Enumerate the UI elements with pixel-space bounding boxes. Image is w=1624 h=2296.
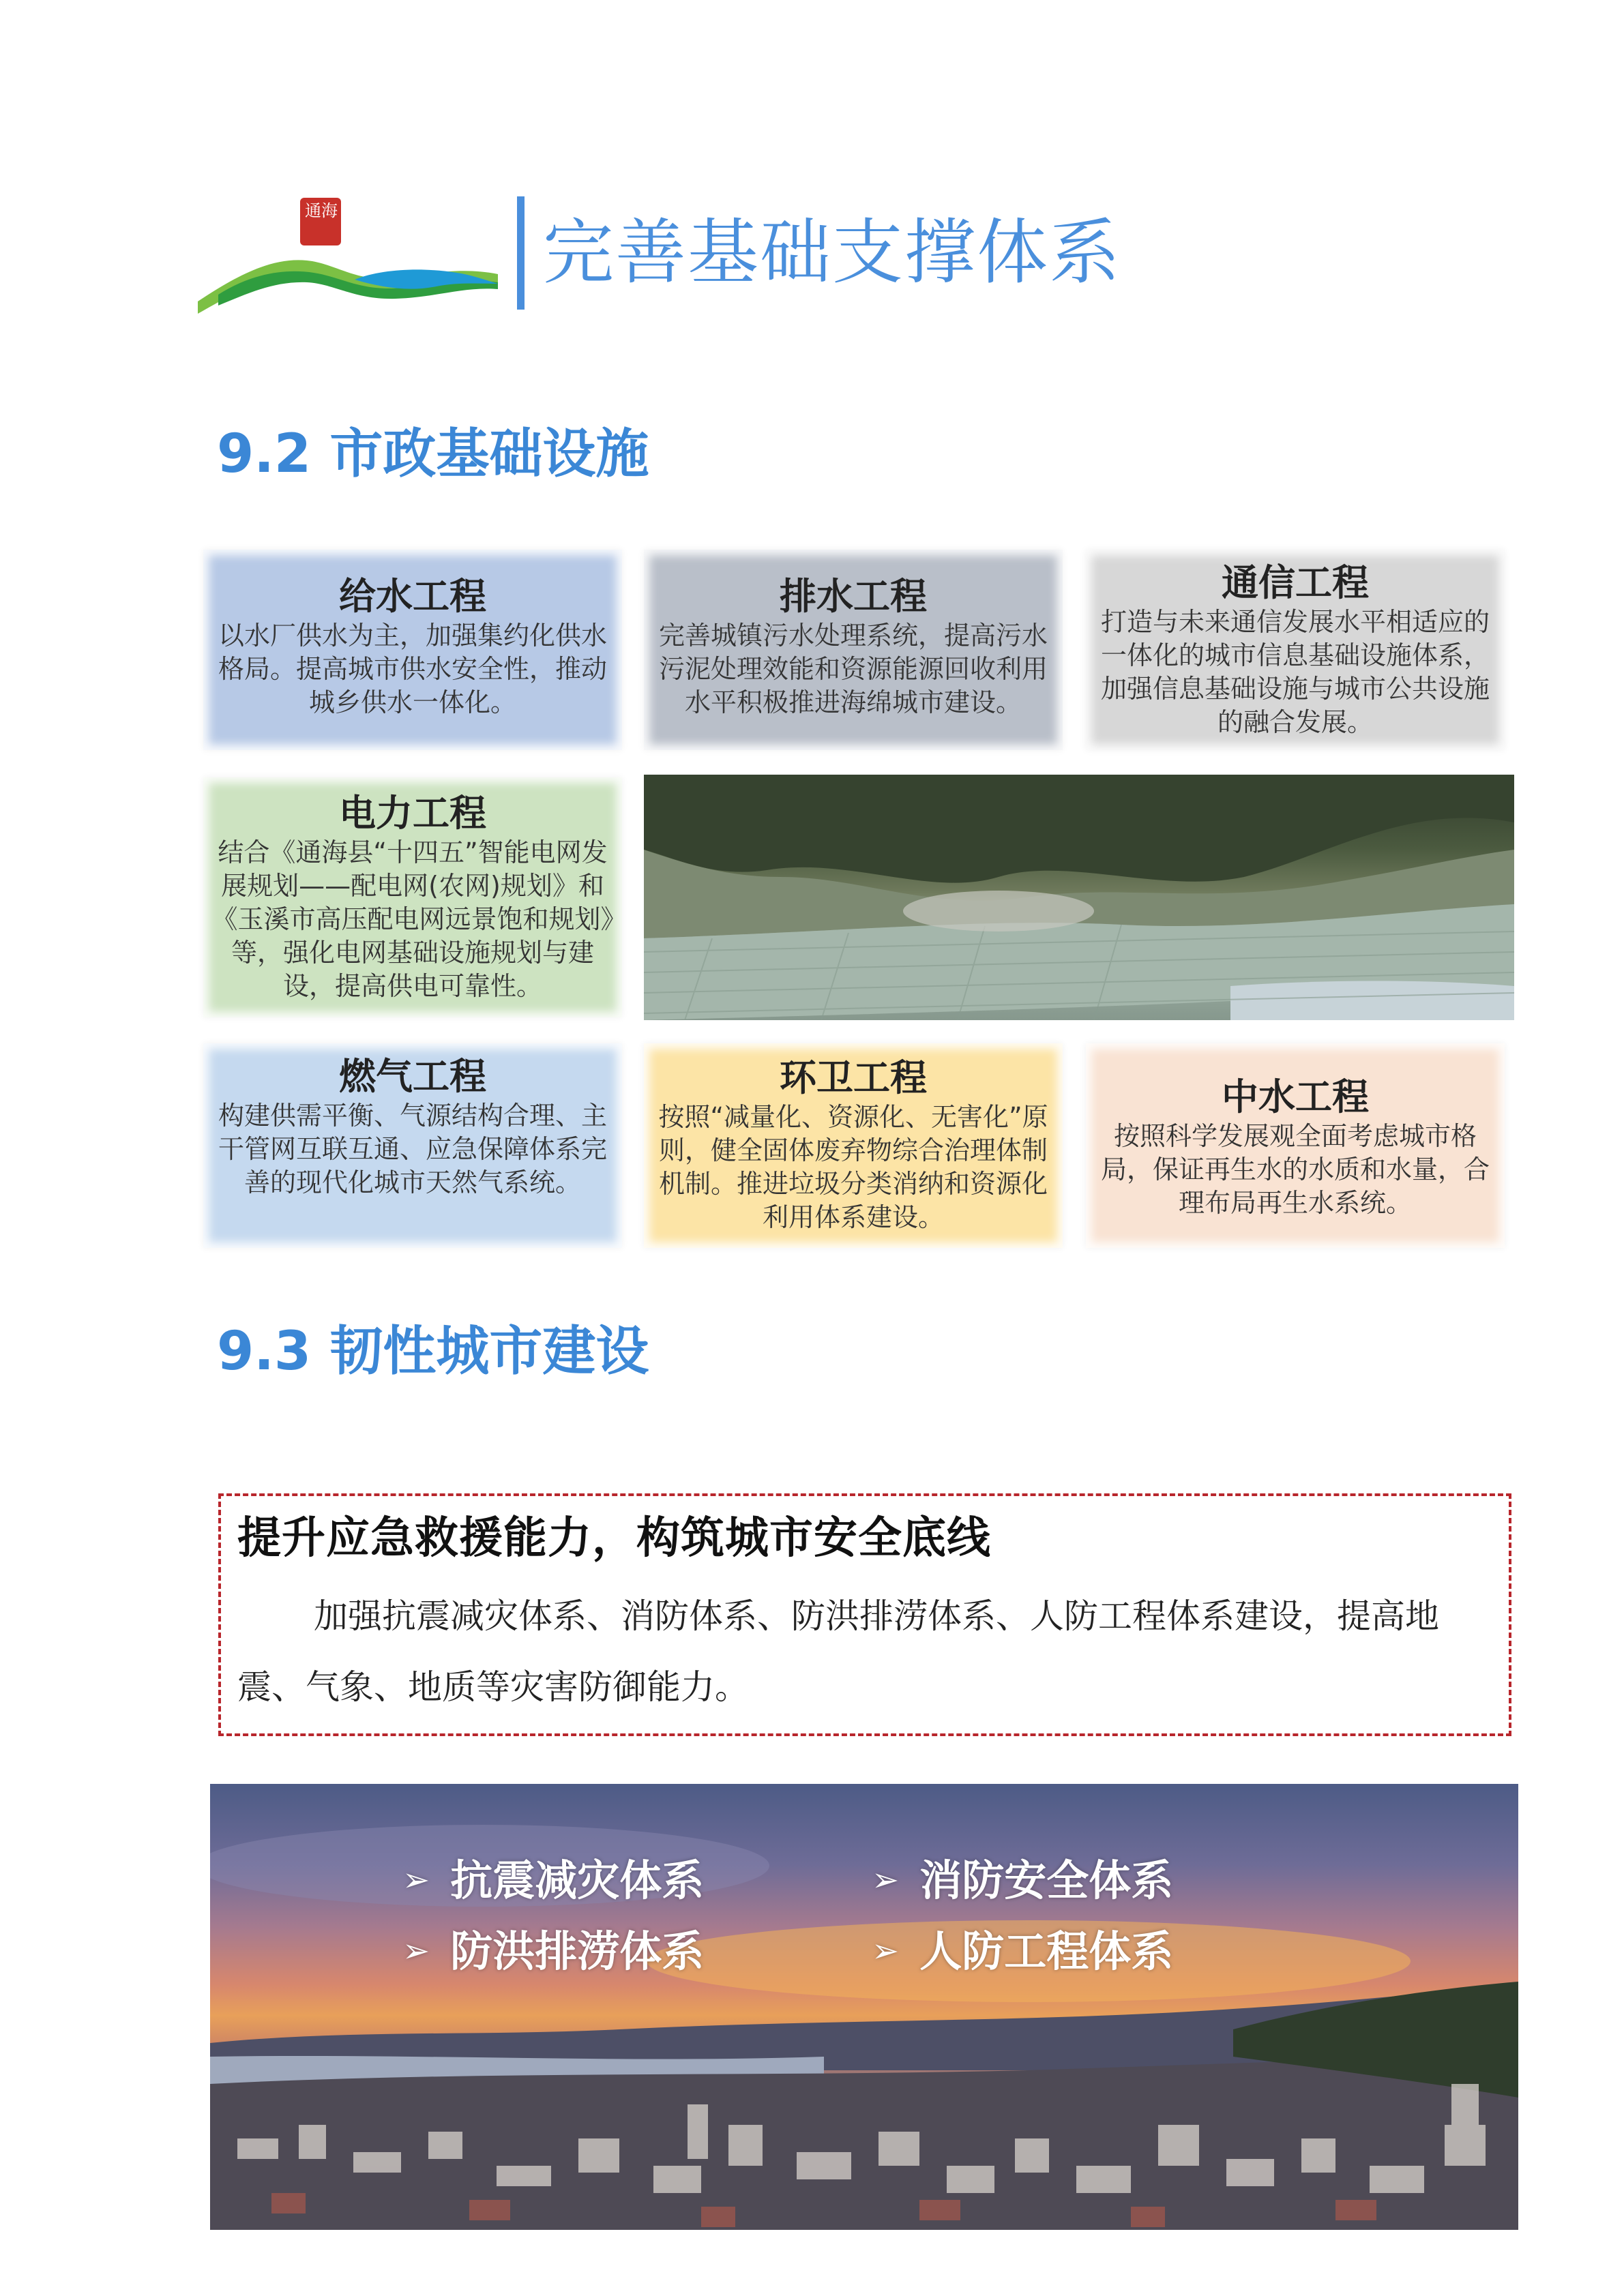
card-text: 按照“减量化、资源化、无害化”原则，健全固体废弃物综合治理体制机制。推进垃圾分类消纳和资源化利用体系建设。 xyxy=(658,1102,1048,1232)
card-power xyxy=(203,777,622,1017)
card-communication xyxy=(1086,550,1505,750)
system-label: 防洪排涝体系 xyxy=(450,1926,705,1976)
card-title: 燃气工程 xyxy=(339,1055,486,1098)
page-title: 完善基础支撑体系 xyxy=(543,211,1122,294)
system-label: 人防工程体系 xyxy=(919,1926,1174,1976)
card-text: 以水厂供水为主，加强集约化供水格局。提高城市供水安全性，推动城乡供水一体化。 xyxy=(218,621,607,717)
aerial-photo-shapes xyxy=(644,775,1514,1020)
bullet-arrow-icon: ➢ xyxy=(402,1861,430,1899)
callout-heading: 提升应急救援能力，构筑城市安全底线 xyxy=(237,1513,991,1564)
bullet-arrow-icon: ➢ xyxy=(872,1861,900,1899)
card-text: 完善城镇污水处理系统，提高污水污泥处理效能和资源能源回收利用水平积极推进海绵城市建设。 xyxy=(658,621,1048,717)
card-text: 打造与未来通信发展水平相适应的一体化的城市信息基础设施体系，加强信息基础设施与城市公共设施的融合发展。 xyxy=(1100,607,1490,737)
aerial-valley-photo xyxy=(644,775,1514,1020)
card-text: 结合《通海县“十四五”智能电网发展规划——配电网(农网)规划》和《玉溪市高压配电网远景饱和规划》等，强化电网基础设施规划与建设，提高供电可靠性。 xyxy=(211,837,614,1001)
card-text: 构建供需平衡、气源结构合理、主干管网互联互通、应急保障体系完善的现代化城市天然气系统。 xyxy=(218,1101,607,1197)
bullet-arrow-icon: ➢ xyxy=(402,1932,430,1970)
callout-body: 加强抗震减灾体系、消防体系、防洪排涝体系、人防工程体系建设，提高地震、气象、地质等灾害防御能力。 xyxy=(237,1596,1439,1707)
card-title: 给水工程 xyxy=(339,575,486,618)
card-title: 环卫工程 xyxy=(780,1056,927,1099)
system-item-flood xyxy=(402,1918,704,1978)
card-title: 通信工程 xyxy=(1222,561,1369,604)
system-item-civil-defense xyxy=(872,1918,1173,1978)
section-heading-9-3: 9.3 韧性城市建设 xyxy=(217,1321,649,1382)
safety-callout-box xyxy=(218,1493,1511,1736)
city-sunset-photo xyxy=(210,1784,1518,2230)
title-accent-bar xyxy=(517,196,525,310)
card-title: 排水工程 xyxy=(780,575,927,618)
card-text: 按照科学发展观全面考虑城市格局，保证再生水的水质和水量，合理布局再生水系统。 xyxy=(1100,1121,1490,1218)
card-title: 电力工程 xyxy=(339,792,486,835)
card-sanitation xyxy=(644,1043,1063,1248)
card-drainage xyxy=(644,550,1063,750)
county-logo xyxy=(198,192,498,315)
bullet-arrow-icon: ➢ xyxy=(872,1932,900,1970)
card-reclaimed-water xyxy=(1086,1043,1505,1248)
section-heading-9-2: 9.2 市政基础设施 xyxy=(217,423,649,485)
card-title: 中水工程 xyxy=(1222,1075,1369,1118)
card-gas xyxy=(203,1043,622,1248)
system-item-fire xyxy=(872,1847,1173,1907)
logo-seal-text: 通海 xyxy=(305,201,338,220)
system-item-earthquake xyxy=(402,1847,704,1907)
card-water-supply xyxy=(203,550,622,750)
system-label: 消防安全体系 xyxy=(919,1855,1174,1905)
system-label: 抗震减灾体系 xyxy=(450,1855,705,1905)
